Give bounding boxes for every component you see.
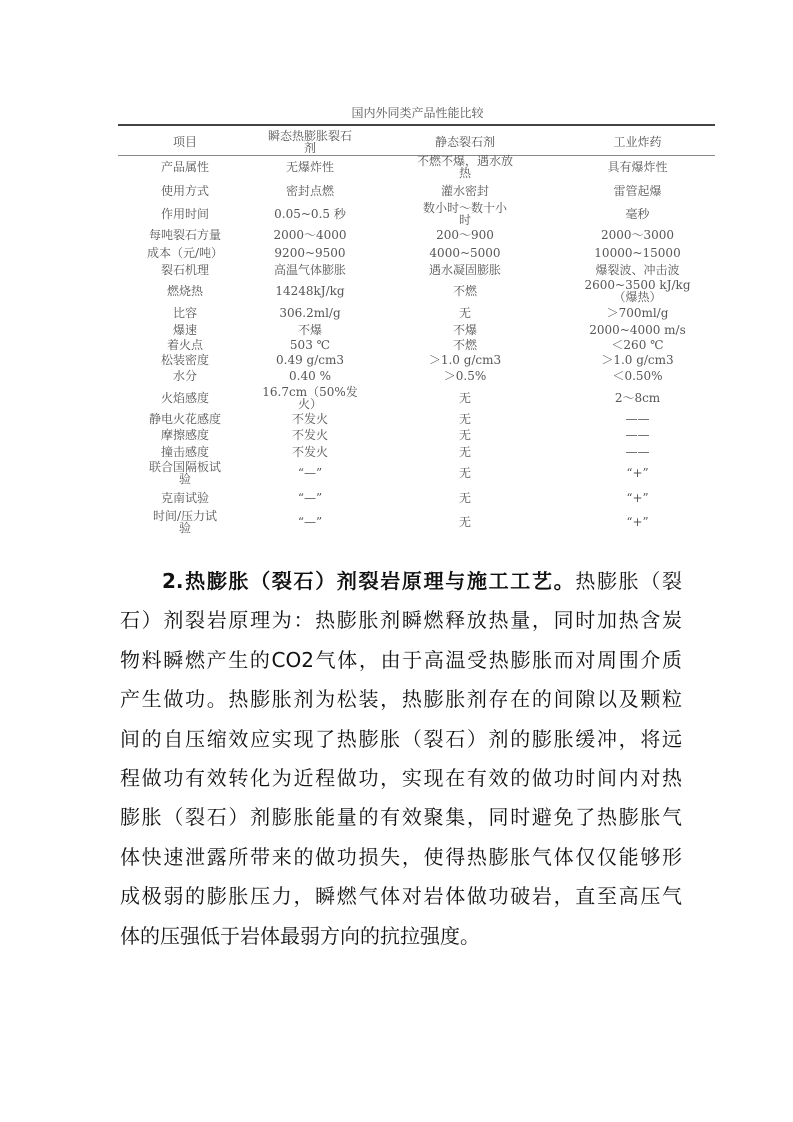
table-cell: 2000~4000 m/s [589, 322, 686, 337]
table-cell: 不发火 [291, 444, 328, 459]
table-cell: 无 [458, 411, 471, 426]
table-row [120, 410, 715, 428]
table-cell: 不燃不爆，遇水放 热 [416, 154, 513, 181]
table-cell: “—” [297, 515, 323, 530]
table-row [120, 155, 715, 180]
table-cell: 裂石机理 [160, 262, 209, 277]
table-cell: “+” [626, 490, 649, 505]
table-cell: 摩擦感度 [160, 428, 209, 442]
table-cell: 0.49 g/cm3 [276, 352, 344, 367]
table-row [120, 245, 715, 261]
table-cell: 不燃 [452, 284, 477, 298]
table-header-row [120, 128, 715, 155]
paragraph-line [120, 562, 682, 601]
table-cell: 无爆炸性 [285, 160, 334, 175]
table-cell: ＜260 ℃ [611, 337, 664, 352]
table-cell: 14248kJ/kg [275, 284, 345, 298]
table-cell: 燃烧热 [166, 284, 203, 298]
table-cell: 2000～4000 [273, 228, 347, 243]
paragraph-text: 热膨胀（裂 [575, 569, 683, 593]
table-row [120, 367, 715, 386]
table-top-rule [118, 124, 715, 126]
table-row [120, 303, 715, 322]
table-cell: “+” [626, 466, 649, 480]
table-cell: 不发火 [291, 428, 328, 442]
table-cell: 静电火花感度 [148, 411, 221, 426]
table-cell: 火焰感度 [160, 390, 209, 405]
table-cell: 9200~9500 [274, 245, 346, 260]
table-cell: 成本（元/吨） [146, 245, 224, 260]
table-cell: 4000~5000 [429, 245, 501, 260]
table-cell: 产品属性 [160, 160, 209, 175]
column-header: 工业炸药 [613, 134, 662, 149]
comparison-table [120, 128, 715, 535]
table-cell: 联合国隔板试 验 [148, 460, 221, 486]
table-cell: ＞700ml/g [606, 305, 669, 320]
body-paragraph [120, 562, 682, 956]
table-row [120, 428, 715, 443]
table-cell: “—” [297, 490, 323, 505]
table-cell: ＞1.0 g/cm3 [601, 352, 674, 367]
table-cell: 作用时间 [160, 206, 209, 221]
table-cell: 无 [458, 515, 471, 530]
table-cell: ＞0.5% [443, 369, 487, 384]
table-cell: 2600~3500 kJ/kg （爆热） [584, 278, 691, 304]
table-row [120, 279, 715, 303]
table-cell: 高温气体膨胀 [273, 262, 346, 277]
table-cell: 松装密度 [160, 352, 209, 367]
table-cell: —— [625, 411, 650, 426]
table-cell: 16.7cm（50%发 火） [262, 384, 358, 411]
table-cell: 爆速 [172, 322, 197, 337]
table-cell: 无 [458, 390, 471, 405]
table-row [120, 352, 715, 367]
table-cell: 密封点燃 [285, 183, 334, 198]
table-cell: 0.05~0.5 秒 [274, 206, 346, 221]
paragraph-line: 产生做功。热膨胀剂为松装，热膨胀剂存在的间隙以及颗粒 [120, 687, 682, 712]
table-cell: 灌水密封 [440, 183, 489, 198]
table-row [120, 180, 715, 202]
table-row [120, 337, 715, 352]
table-cell: 0.40 % [289, 369, 331, 384]
paragraph-line: 物料瞬燃产生的CO2气体，由于高温受热膨胀而对周围介质 [120, 647, 682, 672]
table-row [120, 261, 715, 280]
table-cell: 水分 [172, 369, 197, 384]
table-cell: 无 [458, 466, 471, 480]
table-cell: 数小时～数十小 时 [422, 200, 507, 227]
table-cell: 不爆 [297, 322, 322, 337]
table-row [120, 202, 715, 226]
table-row [120, 485, 715, 510]
column-header: 瞬态热膨胀裂石 剂 [267, 128, 352, 155]
table-cell: 使用方式 [160, 183, 209, 198]
paragraph-line: 体的压强低于岩体最弱方向的抗拉强度。 [120, 923, 480, 948]
table-cell: ＜0.50% [612, 369, 663, 384]
table-cell: 无 [458, 305, 471, 320]
table-title: 国内外同类产品性能比较 [351, 106, 484, 120]
table-row [120, 461, 715, 485]
table-cell: 每吨裂石方量 [148, 228, 221, 243]
table-cell: 无 [458, 444, 471, 459]
table-cell: 306.2ml/g [279, 305, 341, 320]
paragraph-line: 石）剂裂岩原理为：热膨胀剂瞬燃释放热量，同时加热含炭 [120, 608, 682, 633]
table-row [120, 226, 715, 246]
table-cell: “—” [297, 466, 323, 480]
paragraph-line: 成极弱的膨胀压力，瞬燃气体对岩体做功破岩，直至高压气 [120, 884, 682, 909]
table-cell: 2～8cm [614, 390, 661, 405]
table-cell: 毫秒 [625, 206, 650, 221]
column-header: 项目 [172, 134, 197, 149]
column-header: 静态裂石剂 [434, 134, 495, 149]
table-cell: 不发火 [291, 411, 328, 426]
table-row [120, 322, 715, 337]
table-cell: 不燃 [452, 337, 477, 352]
table-cell: —— [625, 444, 650, 459]
table-cell: 503 ℃ [289, 337, 331, 352]
paragraph-line: 膨胀（裂石）剂膨胀能量的有效聚集，同时避免了热膨胀气 [120, 805, 682, 830]
table-cell: 10000~15000 [594, 245, 681, 260]
table-cell: 克南试验 [160, 490, 209, 505]
paragraph-line: 间的自压缩效应实现了热膨胀（裂石）剂的膨胀缓冲，将远 [120, 726, 682, 751]
table-row [120, 443, 715, 462]
table-cell: 比容 [172, 305, 197, 320]
table-cell: 200～900 [436, 228, 494, 243]
paragraph-line: 程做功有效转化为近程做功，实现在有效的做功时间内对热 [120, 765, 682, 790]
table-cell: 爆裂波、冲击波 [595, 262, 680, 277]
paragraph-line: 体快速泄露所带来的做功损失，使得热膨胀气体仅仅能够形 [120, 844, 682, 869]
table-cell: 具有爆炸性 [607, 160, 668, 175]
table-cell: —— [625, 428, 650, 442]
table-cell: 无 [458, 490, 471, 505]
table-cell: 雷管起爆 [613, 183, 662, 198]
table-cell: 2000～3000 [600, 228, 675, 243]
table-cell: 着火点 [166, 337, 203, 352]
table-cell: ＞1.0 g/cm3 [428, 352, 502, 367]
table-row [120, 510, 715, 535]
table-cell: 不爆 [452, 322, 477, 337]
table-row [120, 386, 715, 410]
table-cell: 撞击感度 [160, 444, 209, 459]
table-cell: 遇水凝固膨胀 [428, 262, 501, 277]
table-cell: 无 [458, 428, 471, 442]
table-cell: “+” [626, 515, 649, 530]
section-heading: 2.热膨胀（裂石）剂裂岩原理与施工工艺。 [162, 569, 576, 593]
table-cell: 时间/压力试 验 [152, 509, 218, 536]
